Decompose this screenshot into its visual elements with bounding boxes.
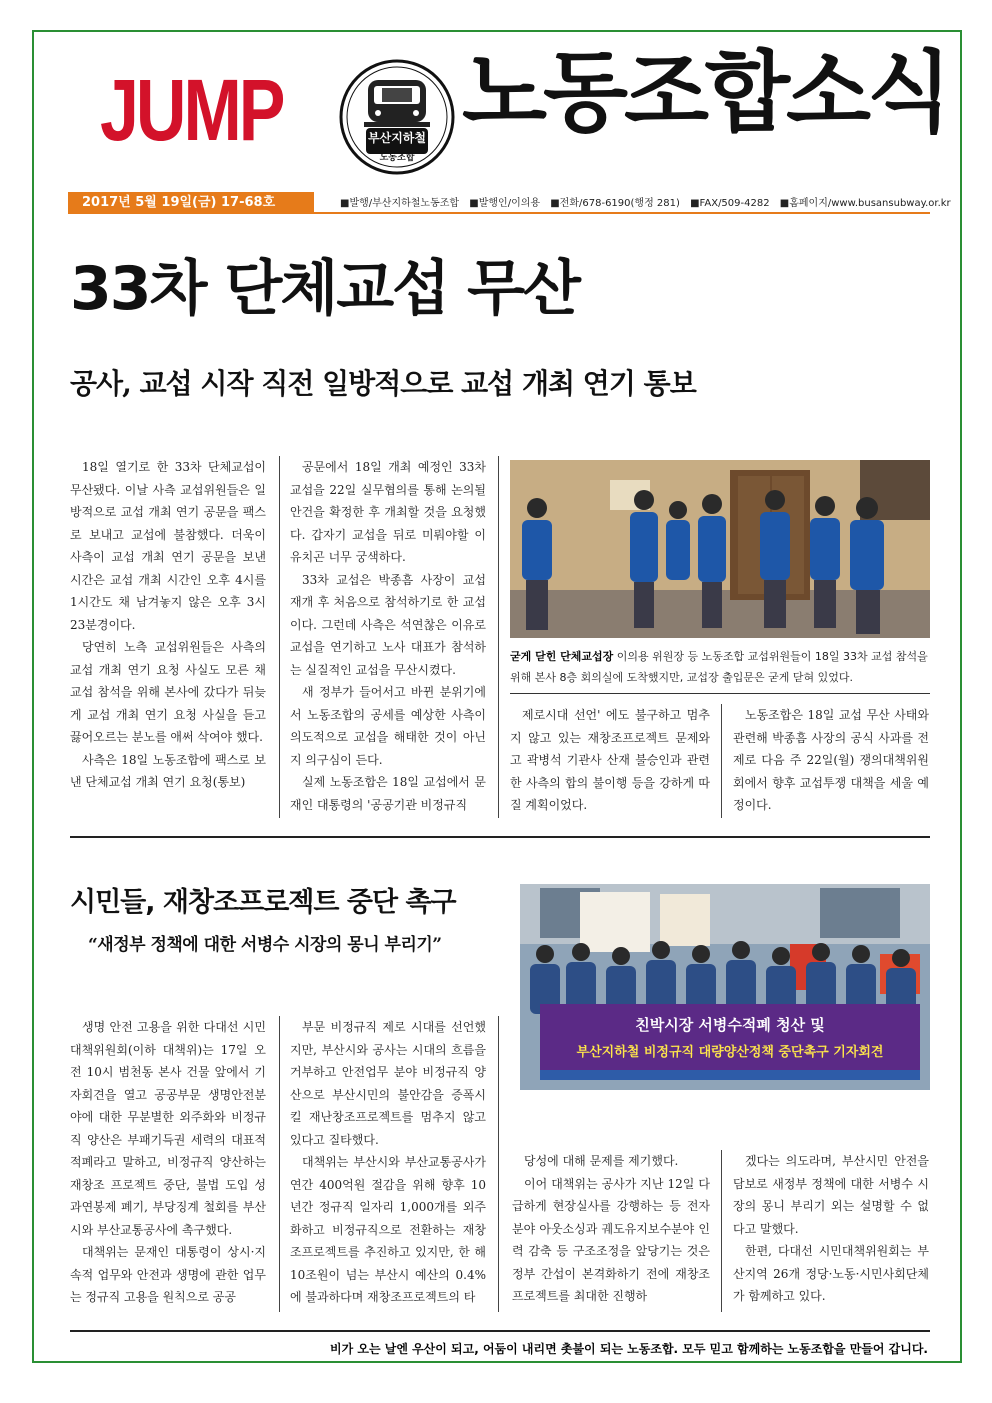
homepage-link[interactable]: ■홈페이지/www.busansubway.or.kr	[779, 198, 951, 209]
paragraph: 33차 교섭은 박종흠 사장이 교섭 재개 후 처음으로 참석하기로 한 교섭이다. 그런데 사측은 석연찮은 이유로 교섭을 연기하고 노사 대표가 참석하는 실질적인 교섭을 무산시켰다.	[290, 572, 486, 677]
caption-rule	[510, 693, 930, 694]
phone: ■전화/678-6190(행정 281)	[550, 198, 680, 209]
issue-date: 2017년 5월 19일(금) 17-68호	[68, 192, 314, 214]
caption-title: 굳게 닫힌 단체교섭장	[510, 650, 614, 663]
bargaining-room-photo	[510, 460, 930, 638]
paragraph: 한편, 다대선 시민대책위원회는 부산지역 26개 정당·노동·시민사회단체가 함께하고 있다.	[733, 1244, 929, 1303]
article1-column-2	[290, 456, 486, 816]
paragraph: 생명 안전 고용을 위한 다대선 시민대책위원회(이하 대책위)는 17일 오전 10시 범천동 본사 건물 앞에서 기자회견을 열고 공공부문 생명안전분야에 대한 무분별한 외주화와 비정규직 양산은 부패기득권 세력의 대표적 적폐라고 말하고, 비정규직 양산하는 재창조 프로젝트 중단, 불법 도입 성과연봉제 폐기, 부당징계 철회를 부산시와 부산교통공사에 촉구했다.	[70, 1020, 266, 1237]
paragraph: 대책위는 문재인 대통령이 상시·지속적 업무와 안전과 생명에 관한 업무는 정규직 고용을 원칙으로 공공	[70, 1245, 266, 1304]
jump-logo: JUMP	[100, 61, 283, 159]
column-rule	[498, 456, 499, 818]
article2-column-4	[733, 1150, 929, 1308]
editor: ■발행인/이의용	[469, 198, 541, 209]
emblem-text-bottom: 노동조합	[379, 153, 415, 163]
publication-info	[340, 194, 958, 209]
column-rule	[721, 704, 722, 818]
article2-column-3	[512, 1150, 710, 1308]
paragraph: 공문에서 18일 개최 예정인 33차 교섭을 22일 실무협의를 통해 논의될 안건을 확정한 후 개최할 것을 요청했다. 갑자기 교섭을 뒤로 미뤄야할 이유치곤 너무 궁색하다.	[290, 460, 486, 564]
article1-column-4	[733, 704, 929, 817]
column-rule	[721, 1150, 722, 1312]
article2-column-2	[290, 1016, 486, 1309]
column-rule	[498, 1016, 499, 1312]
fax: ■FAX/509-4282	[690, 198, 770, 209]
paragraph: 이어 대책위는 공사가 지난 12일 다급하게 현장실사를 강행하는 등 전자 분야 아웃소싱과 궤도유지보수분야 인력 감축 등 구조조정을 앞당기는 것은 정부 간섭이 본격화하기 전에 재창조프로젝트를 최대한 진행하	[512, 1176, 710, 1303]
paragraph: 부문 비정규직 제로 시대를 선언했지만, 부산시와 공사는 시대의 흐름을 거부하고 안전업무 분야 비정규직 양산으로 부산시민의 불안감을 증폭시킬 재난창조프로젝트를 멈추지 않고 있다고 질타했다.	[290, 1020, 486, 1147]
column-rule	[279, 1016, 280, 1312]
banner-line-1: 친박시장 서병수적폐 청산 및	[635, 1016, 825, 1034]
paragraph: 노동조합은 18일 교섭 무산 사태와 관련해 박종흠 사장의 공식 사과를 전제로 다음 주 22일(월) 쟁의대책위원회에서 향후 교섭투쟁 대책을 세울 예정이다.	[733, 708, 929, 812]
footer-rule	[70, 1330, 930, 1332]
emblem-text-top: 부산지하철	[368, 131, 426, 145]
paragraph: 실제 노동조합은 18일 교섭에서 문재인 대통령의 '공공기관 비정규직	[290, 775, 486, 812]
section-divider	[70, 836, 930, 838]
article1-headline: 33차 단체교섭 무산	[70, 254, 579, 324]
press-conference-photo	[520, 884, 930, 1090]
paragraph: 겠다는 의도라며, 부산시민 안전을 담보로 새정부 정책에 대한 서병수 시장의 몽니 부리기 외는 설명할 수 없다고 말했다.	[733, 1154, 929, 1236]
banner-line-2: 부산지하철 비정규직 대량양산정책 중단촉구 기자회견	[576, 1045, 884, 1060]
paragraph: 새 정부가 들어서고 바뀐 분위기에서 노동조합의 공세를 예상한 사측이 의도적으로 교섭을 해태한 것이 아닌지 의구심이 든다.	[290, 685, 486, 767]
masthead-title: 노동조합소식	[462, 40, 949, 144]
masthead-divider	[314, 212, 930, 214]
column-rule	[279, 456, 280, 818]
union-emblem-icon	[338, 58, 456, 176]
article1-column-3	[510, 704, 710, 817]
paragraph: 18일 열기로 한 33차 단체교섭이 무산됐다. 이날 사측 교섭위원들은 일방적으로 교섭 개최 연기 공문을 팩스로 보내고 교섭에 불참했다. 더욱이 사측이 교섭 개최 연기 공문을 보낸 시간은 교섭 개최 시간인 오후 4시를 1시간도 채 남겨놓지 않은 오후 3시 23분경이다.	[70, 460, 266, 632]
article1-subheadline: 공사, 교섭 시작 직전 일방적으로 교섭 개최 연기 통보	[70, 367, 696, 400]
paragraph: 대책위는 부산시와 부산교통공사가 연간 400억원 절감을 위해 향후 10년간 정규직 일자리 1,000개를 외주화하고 비정규직으로 전환하는 재창조프로젝트를 추진하고 있지만, 한 해 10조원이 넘는 부산시 예산의 0.4%에 불과하다며 재창조프로젝트의 타	[290, 1155, 486, 1304]
article1-column-1	[70, 456, 266, 794]
paragraph: 제로시대 선언' 에도 불구하고 멈추지 않고 있는 재창조프로젝트 문제와 고 곽병석 기관사 산재 불승인과 관련한 사측의 합의 불이행 등을 강하게 따질 계획이었다.	[510, 708, 710, 812]
paragraph: 사측은 18일 노동조합에 팩스로 보낸 단체교섭 개최 연기 요청(통보)	[70, 752, 266, 789]
article2-headline: 시민들, 재창조프로젝트 중단 촉구	[70, 887, 456, 918]
footer-slogan: 비가 오는 날엔 우산이 되고, 어둠이 내리면 촛불이 되는 노동조합. 모두 믿고 함께하는 노동조합을 만들어 갑니다.	[330, 1342, 928, 1356]
caption-text: 이의용 위원장 등 노동조합 교섭위원들이 18일 33차 교섭 참석을 위해 본사 8층 회의실에 도착했지만, 교섭장 출입문은 굳게 닫혀 있었다.	[510, 650, 928, 684]
paragraph: 당연히 노측 교섭위원들은 사측의 교섭 개최 연기 요청 사실도 모른 채 교섭 참석을 위해 본사에 갔다가 뒤늦게 교섭 개최 연기 요청 사실을 듣고 끓어오르는 분노를 애써 삭여야 했다.	[70, 640, 266, 744]
photo1-caption	[510, 646, 930, 688]
article2-column-1	[70, 1016, 266, 1309]
article2-quote: “새정부 정책에 대한 서병수 시장의 몽니 부리기”	[88, 935, 442, 955]
publisher: ■발행/부산지하철노동조합	[340, 198, 460, 209]
paragraph: 당성에 대해 문제를 제기했다.	[524, 1154, 679, 1168]
